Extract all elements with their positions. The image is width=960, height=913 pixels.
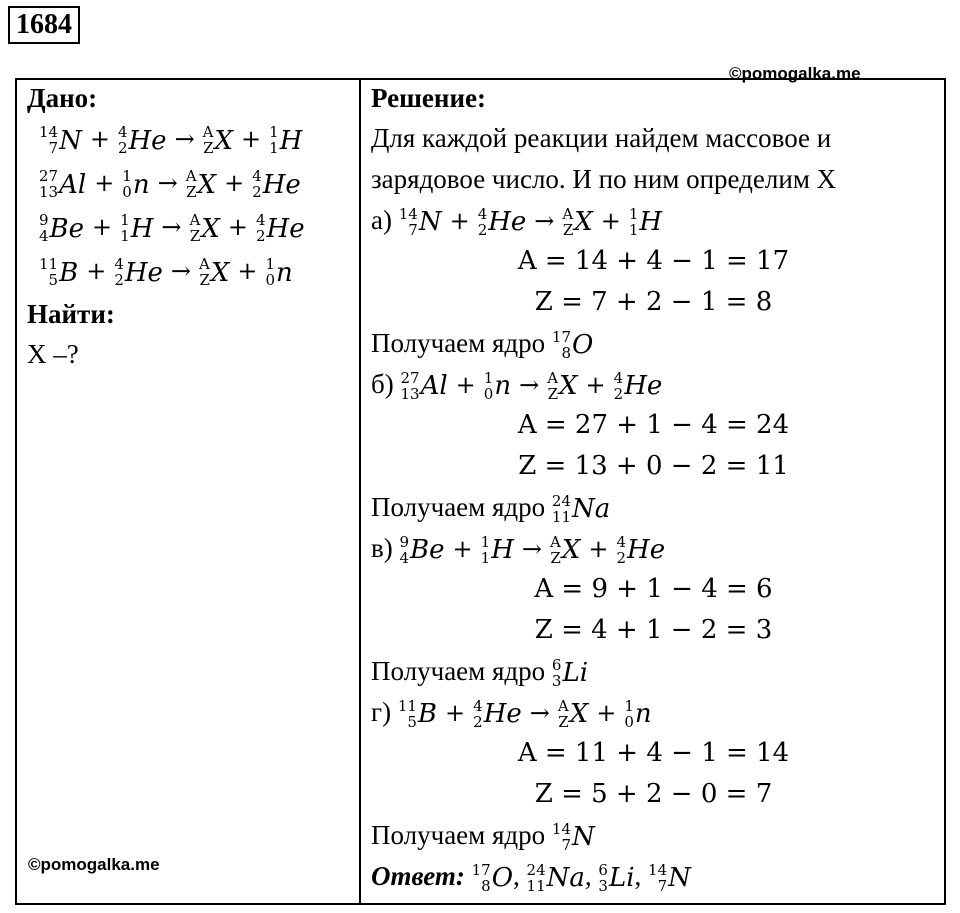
nuclide	[256, 207, 305, 251]
mass-number: A	[199, 255, 210, 274]
element-symbol: He	[266, 213, 305, 244]
isotope-numbers	[547, 371, 558, 402]
plus-operator: +	[92, 213, 113, 241]
element-symbol: B	[417, 699, 438, 730]
nuclide	[552, 817, 595, 858]
mass-number: 6	[598, 861, 608, 880]
charge-number: 0	[624, 713, 634, 732]
isotope-numbers	[616, 535, 626, 566]
charge-number: Z	[199, 271, 210, 290]
mass-number: 1	[483, 369, 494, 388]
element-symbol: N	[668, 863, 691, 894]
plus-operator: +	[452, 535, 473, 563]
answer-line	[371, 856, 936, 897]
nuclide	[122, 163, 149, 207]
element-symbol: n	[132, 169, 150, 200]
nuclide	[614, 366, 663, 407]
charge-number: 0	[265, 271, 276, 290]
element-symbol: Al	[420, 371, 448, 402]
isotope-numbers	[252, 169, 262, 200]
given-reaction	[27, 116, 352, 160]
mass-number: 27	[39, 167, 59, 186]
charge-number: 7	[657, 877, 668, 896]
element-symbol: O	[572, 330, 594, 361]
answer-items	[471, 861, 691, 896]
nuclide	[558, 694, 588, 735]
isotope-numbers	[481, 535, 491, 566]
charge-number: 7	[561, 836, 571, 855]
charge-number: 11	[551, 508, 571, 527]
mass-number: A	[557, 697, 569, 716]
mass-number: 4	[477, 205, 488, 224]
nuclide	[648, 858, 691, 899]
charge-number: 8	[481, 877, 491, 896]
part-label: а)	[371, 205, 399, 235]
mass-number: 9	[399, 533, 410, 552]
element-symbol: X	[201, 213, 220, 244]
arrow-operator: →	[529, 699, 550, 727]
element-symbol: n	[494, 371, 512, 402]
plus-operator: +	[224, 169, 245, 197]
element-symbol: He	[624, 371, 663, 402]
charge-number: 2	[613, 385, 624, 404]
charge-number: 5	[48, 271, 59, 290]
isotope-numbers	[39, 125, 58, 156]
problem-number: 1684	[8, 6, 80, 44]
charge-number: 2	[252, 183, 262, 202]
nuclide	[266, 251, 293, 295]
element-symbol: X	[569, 699, 589, 730]
isotope-numbers	[122, 169, 132, 200]
charge-number: Z	[186, 183, 197, 202]
element-symbol: He	[128, 125, 167, 156]
charge-number: 1	[480, 549, 491, 568]
element-symbol: B	[59, 257, 79, 288]
plus-operator: +	[237, 257, 258, 285]
isotope-numbers	[552, 330, 571, 361]
element-symbol: X	[210, 257, 230, 288]
nuclide	[399, 202, 442, 243]
element-symbol: H	[639, 207, 663, 238]
mass-number: 11	[397, 697, 417, 716]
isotope-numbers	[552, 658, 562, 689]
plus-operator: +	[455, 371, 476, 399]
watermark-bottom: ©pomogalka.me	[28, 855, 160, 874]
mass-number: 1	[122, 167, 132, 186]
charge-number: 8	[561, 344, 571, 363]
mass-number: 9	[39, 211, 49, 230]
isotope-numbers	[256, 213, 266, 244]
mass-number: 1	[265, 255, 276, 274]
nuclide	[629, 202, 662, 243]
isotope-numbers	[550, 535, 561, 566]
arrow-operator: →	[157, 169, 178, 197]
mass-number: 14	[39, 123, 59, 142]
isotope-numbers	[648, 863, 667, 894]
nuclide	[473, 694, 522, 735]
element-symbol: He	[483, 699, 522, 730]
mass-equation: A = 14 + 4 − 1 = 17	[517, 246, 790, 276]
result-text: Получаем ядро	[371, 656, 552, 686]
plus-operator: +	[86, 257, 107, 285]
nuclide	[190, 207, 220, 251]
mass-number: 4	[252, 167, 262, 186]
mass-number: 1	[120, 211, 130, 230]
charge-number: 7	[48, 139, 59, 158]
isotope-numbers	[39, 213, 49, 244]
part-reaction	[371, 692, 936, 733]
part-result	[371, 323, 936, 364]
isotope-numbers	[527, 863, 546, 894]
isotope-numbers	[399, 207, 418, 238]
intro-line-2: зарядовое число. И по ним определим X	[371, 164, 837, 194]
plus-operator: +	[89, 125, 110, 153]
nuclide	[472, 858, 513, 899]
nuclide	[186, 163, 216, 207]
intro-line-1: Для каждой реакции найдем массовое и	[371, 123, 832, 153]
nuclide	[484, 366, 511, 407]
plus-operator: +	[600, 207, 621, 235]
charge-number: 2	[255, 227, 266, 246]
plus-operator: +	[596, 699, 617, 727]
mass-number: A	[189, 211, 201, 230]
part-reaction	[371, 200, 936, 241]
nuclide	[400, 530, 445, 571]
element-symbol: Be	[49, 213, 85, 244]
mass-number: 17	[551, 328, 571, 347]
answer-separator: ,	[513, 861, 520, 891]
element-symbol: N	[572, 822, 595, 853]
plus-operator: +	[227, 213, 248, 241]
isotope-numbers	[190, 213, 201, 244]
isotope-numbers	[398, 699, 417, 730]
isotope-numbers	[39, 257, 58, 288]
isotope-numbers	[199, 257, 210, 288]
nuclide	[203, 119, 233, 163]
nuclide	[624, 694, 651, 735]
nuclide	[550, 530, 580, 571]
charge-number: 2	[477, 221, 488, 240]
charge-number: 3	[598, 877, 608, 896]
answer-label: Ответ:	[371, 861, 465, 891]
element-symbol: O	[491, 863, 514, 894]
charge-number: 1	[120, 227, 130, 246]
result-text: Получаем ядро	[371, 328, 552, 358]
nuclide	[547, 366, 577, 407]
charge-number: 11	[526, 877, 546, 896]
mass-number: 1	[628, 205, 639, 224]
charge-number: 1	[628, 221, 639, 240]
isotope-numbers	[598, 863, 608, 894]
arrow-operator: →	[161, 213, 182, 241]
mass-number: A	[547, 369, 559, 388]
element-symbol: H	[279, 125, 303, 156]
charge-number: Z	[558, 713, 569, 732]
solution-parts	[371, 200, 936, 856]
mass-number: 6	[551, 656, 562, 675]
plus-operator: +	[94, 169, 115, 197]
result-text: Получаем ядро	[371, 492, 552, 522]
answer-separator: ,	[634, 861, 642, 891]
isotope-numbers	[624, 699, 634, 730]
isotope-numbers	[400, 371, 419, 402]
charge-number: 2	[114, 271, 124, 290]
nuclide	[39, 119, 82, 163]
element-symbol: Be	[410, 535, 445, 566]
mass-number: 1	[480, 533, 491, 552]
element-symbol: n	[634, 699, 652, 730]
result-text: Получаем ядро	[371, 820, 552, 850]
part-result	[371, 651, 936, 692]
isotope-numbers	[114, 257, 124, 288]
nuclide	[39, 251, 78, 295]
nuclide	[598, 858, 634, 899]
charge-number: Z	[189, 227, 201, 246]
plus-operator: +	[588, 535, 609, 563]
mass-number: 14	[398, 205, 418, 224]
mass-number: 4	[117, 123, 128, 142]
element-symbol: He	[488, 207, 527, 238]
nuclide	[552, 489, 610, 530]
mass-number: 1	[624, 697, 634, 716]
part-result	[371, 487, 936, 528]
part-reaction	[371, 364, 936, 405]
part-label: б)	[371, 369, 401, 399]
isotope-numbers	[473, 699, 483, 730]
charge-number: 2	[616, 549, 627, 568]
find-title: Найти:	[27, 299, 115, 329]
nuclide	[527, 858, 585, 899]
column-divider	[359, 80, 361, 903]
mass-number: 24	[551, 492, 571, 511]
charge-number: 0	[483, 385, 494, 404]
plus-operator: +	[241, 125, 262, 153]
element-symbol: X	[197, 169, 217, 200]
arrow-operator: →	[521, 535, 542, 563]
element-symbol: Al	[59, 169, 87, 200]
nuclide	[252, 163, 301, 207]
mass-equation: A = 11 + 4 − 1 = 14	[517, 738, 790, 768]
isotope-numbers	[614, 371, 624, 402]
part-label: г)	[371, 697, 398, 727]
nuclide	[39, 163, 86, 207]
nuclide	[616, 530, 665, 571]
charge-number: 5	[407, 713, 417, 732]
nuclide	[552, 653, 588, 694]
watermark-top: ©pomogalka.me	[729, 64, 861, 83]
arrow-operator: →	[534, 207, 555, 235]
plus-operator: +	[445, 699, 466, 727]
charge-number: 13	[400, 385, 420, 404]
given-reaction	[27, 204, 352, 248]
given-reactions	[27, 116, 352, 292]
nuclide	[562, 202, 592, 243]
nuclide	[114, 251, 163, 295]
part-reaction	[371, 528, 936, 569]
charge-number: 13	[39, 183, 59, 202]
isotope-numbers	[558, 699, 569, 730]
isotope-numbers	[629, 207, 639, 238]
charge-equation: Z = 7 + 2 − 1 = 8	[534, 287, 773, 317]
element-symbol: He	[627, 535, 666, 566]
isotope-numbers	[269, 125, 279, 156]
given-column	[27, 80, 352, 376]
mass-number: 1	[269, 123, 279, 142]
part-label: в)	[371, 533, 400, 563]
nuclide	[39, 207, 84, 251]
element-symbol: Na	[572, 494, 611, 525]
nuclide	[481, 530, 514, 571]
part-result	[371, 815, 936, 856]
element-symbol: n	[276, 257, 293, 288]
arrow-operator: →	[170, 257, 192, 285]
element-symbol: N	[59, 125, 82, 156]
answer-separator: ,	[584, 861, 592, 891]
element-symbol: Li	[562, 658, 589, 689]
charge-equation: Z = 4 + 1 − 2 = 3	[534, 615, 773, 645]
element-symbol: He	[124, 257, 163, 288]
plus-operator: +	[585, 371, 606, 399]
plus-operator: +	[449, 207, 470, 235]
given-title: Дано:	[27, 83, 98, 113]
element-symbol: X	[574, 207, 593, 238]
nuclide	[199, 251, 229, 295]
element-symbol: Na	[546, 863, 585, 894]
mass-number: 11	[39, 255, 59, 274]
charge-number: 0	[122, 183, 132, 202]
isotope-numbers	[562, 207, 573, 238]
charge-number: Z	[547, 385, 559, 404]
mass-number: 27	[400, 369, 420, 388]
mass-number: A	[185, 167, 197, 186]
mass-number: 14	[551, 820, 571, 839]
isotope-numbers	[472, 863, 491, 894]
mass-number: A	[562, 205, 574, 224]
element-symbol: N	[418, 207, 442, 238]
isotope-numbers	[266, 257, 276, 288]
isotope-numbers	[552, 822, 571, 853]
nuclide	[120, 207, 153, 251]
charge-number: 3	[551, 672, 562, 691]
charge-number: 1	[269, 139, 279, 158]
mass-number: A	[202, 123, 214, 142]
charge-number: 2	[117, 139, 128, 158]
element-symbol: H	[130, 213, 154, 244]
charge-number: 4	[399, 549, 410, 568]
charge-number: 2	[473, 713, 483, 732]
arrow-operator: →	[519, 371, 540, 399]
element-symbol: Li	[608, 863, 635, 894]
charge-number: 4	[39, 227, 49, 246]
given-reaction	[27, 160, 352, 204]
isotope-numbers	[552, 494, 571, 525]
solution-column	[371, 80, 936, 897]
charge-number: Z	[562, 221, 574, 240]
mass-number: 14	[648, 861, 668, 880]
mass-number: 4	[114, 255, 124, 274]
charge-number: Z	[203, 139, 214, 158]
isotope-numbers	[400, 535, 410, 566]
mass-number: 4	[255, 211, 266, 230]
arrow-operator: →	[174, 125, 195, 153]
mass-number: 4	[616, 533, 627, 552]
mass-equation: A = 27 + 1 − 4 = 24	[517, 410, 790, 440]
find-text: X –?	[27, 339, 79, 369]
mass-equation: A = 9 + 1 − 4 = 6	[534, 574, 773, 604]
element-symbol: X	[214, 125, 234, 156]
nuclide	[552, 325, 593, 366]
charge-number: 7	[408, 221, 418, 240]
nuclide	[118, 119, 167, 163]
isotope-numbers	[120, 213, 130, 244]
nuclide	[400, 366, 447, 407]
mass-number: 17	[471, 861, 491, 880]
mass-number: 4	[473, 697, 483, 716]
nuclide	[269, 119, 302, 163]
nuclide	[398, 694, 437, 735]
nuclide	[478, 202, 527, 243]
element-symbol: H	[491, 535, 514, 566]
charge-equation: Z = 5 + 2 − 0 = 7	[534, 779, 773, 809]
given-reaction	[27, 248, 352, 292]
isotope-numbers	[118, 125, 128, 156]
isotope-numbers	[186, 169, 197, 200]
isotope-numbers	[478, 207, 488, 238]
charge-number: Z	[550, 549, 561, 568]
isotope-numbers	[484, 371, 494, 402]
element-symbol: He	[262, 169, 301, 200]
mass-number: 24	[526, 861, 546, 880]
mass-number: A	[550, 533, 561, 552]
element-symbol: X	[561, 535, 581, 566]
solution-table	[15, 78, 946, 905]
element-symbol: X	[559, 371, 578, 402]
mass-number: 4	[613, 369, 624, 388]
charge-equation: Z = 13 + 0 − 2 = 11	[518, 451, 789, 481]
isotope-numbers	[39, 169, 58, 200]
isotope-numbers	[203, 125, 214, 156]
solution-title: Решение:	[371, 83, 486, 113]
